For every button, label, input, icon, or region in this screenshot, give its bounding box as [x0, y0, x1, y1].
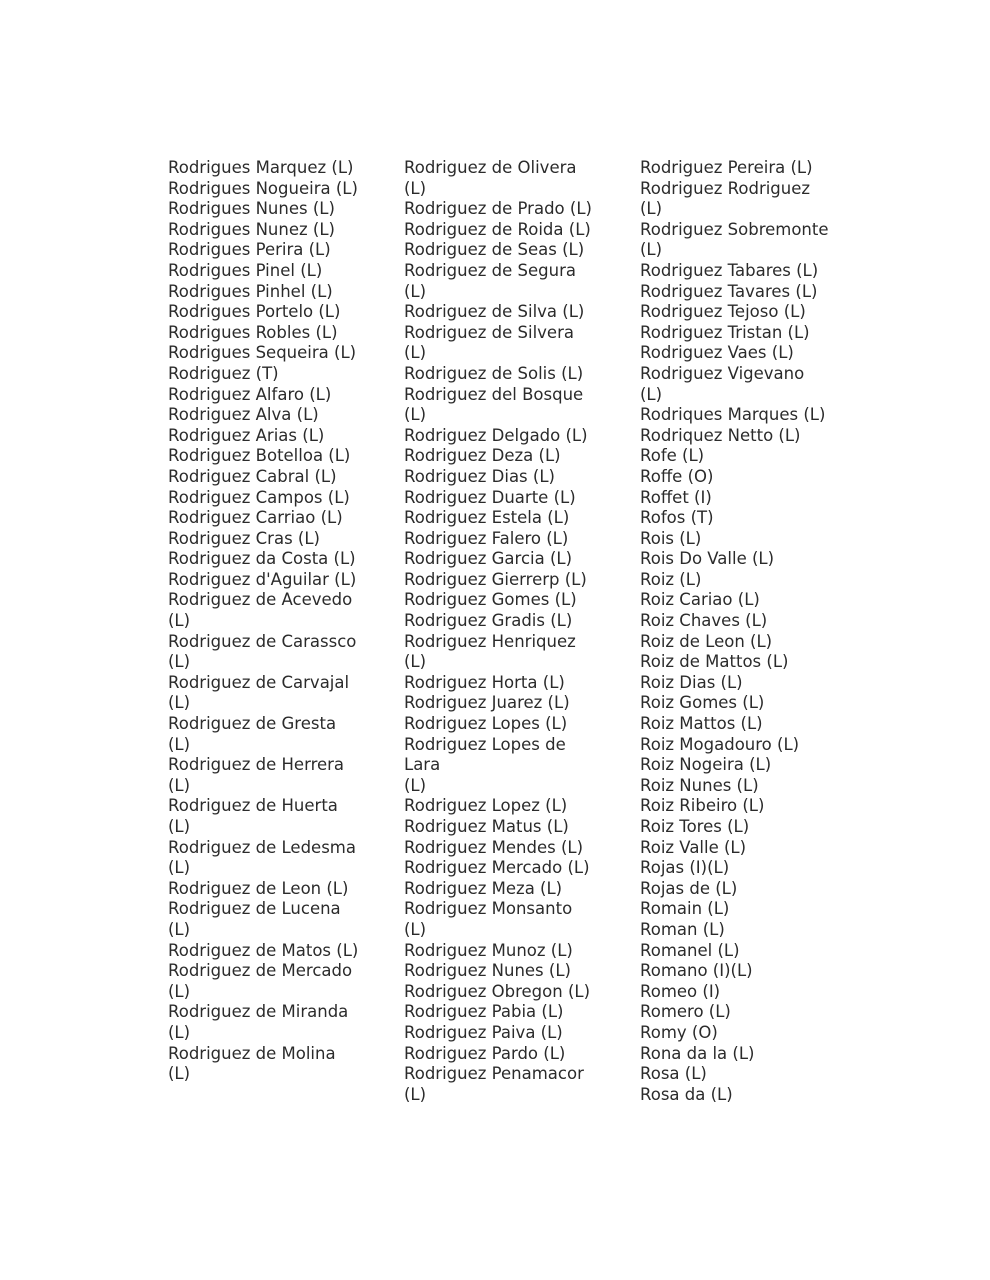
- surname-column-1: [168, 158, 393, 1085]
- surname-entry: Rodriguez de Olivera (L): [404, 158, 577, 198]
- surname-entry: Rodriques Marques (L): [640, 405, 826, 425]
- surname-entry: Rofe (L): [640, 446, 705, 466]
- surname-entry: Rodriguez de Miranda (L): [168, 1002, 349, 1042]
- surname-entry: Rodriguez Pardo (L): [404, 1043, 566, 1063]
- surname-entry: Roiz Chaves (L): [640, 611, 768, 631]
- surname-entry: Roiz Tores (L): [640, 817, 750, 836]
- surname-entry: Rodriguez Botelloa (L): [168, 446, 351, 466]
- surname-column-2: [404, 158, 629, 1105]
- surname-entry: Rodriguez Paiva (L): [404, 1022, 563, 1042]
- surname-entry: Rodriguez de Roida (L): [404, 219, 591, 239]
- surname-entry: Rodriguez Munoz (L): [404, 940, 573, 960]
- surname-entry: Rois (L): [640, 528, 702, 548]
- surname-entry: Romero (L): [640, 1002, 731, 1022]
- surname-entry: Rodriguez Matus (L): [404, 817, 569, 836]
- surname-entry: Roiz (L): [640, 569, 702, 589]
- surname-entry: Rodriguez Gierrerp (L): [404, 569, 587, 589]
- surname-entry: Rodriguez de Silva (L): [404, 302, 585, 322]
- surname-entry: Rodriguez Rodriguez (L): [640, 178, 811, 219]
- surname-entry: Rojas de (L): [640, 878, 738, 898]
- surname-entry: Romain (L): [640, 899, 730, 919]
- surname-entry: Rodriguez Tabares (L): [640, 260, 819, 280]
- surname-entry: Rodriquez Netto (L): [640, 425, 801, 445]
- surname-entry: Rofos (T): [640, 508, 714, 528]
- surname-column-3: [640, 158, 865, 1105]
- surname-entry: Rodrigues Sequeira (L): [168, 343, 357, 363]
- surname-entry: Roiz Nogeira (L): [640, 755, 772, 775]
- surname-entry: Rojas (I)(L): [640, 858, 730, 878]
- surname-entry: Rodriguez de Carvajal (L): [168, 672, 350, 713]
- surname-entry: Rodriguez Meza (L): [404, 878, 563, 898]
- surname-entry: Rodriguez de Silvera (L): [404, 322, 574, 363]
- surname-entry: Rodriguez Falero (L): [404, 528, 569, 548]
- surname-entry: Rodriguez de Gresta (L): [168, 714, 337, 754]
- surname-entry: Rodriguez Henriquez (L): [404, 631, 576, 672]
- surname-entry: Rona da la (L): [640, 1043, 755, 1063]
- surname-entry: Rodriguez Vaes (L): [640, 343, 794, 363]
- surname-entry: Rodriguez Cabral (L): [168, 466, 337, 486]
- surname-entry: Rodriguez Alva (L): [168, 405, 319, 425]
- surname-entry: Rodrigues Nogueira (L): [168, 178, 358, 198]
- surname-entry: Rodriguez Duarte (L): [404, 487, 576, 507]
- surname-entry: Rodriguez de Mercado (L): [168, 961, 353, 1001]
- surname-entry: Rois Do Valle (L): [640, 549, 775, 569]
- surname-entry: Rodriguez Cras (L): [168, 528, 320, 548]
- surname-entry: Rodriguez Mendes (L): [404, 837, 584, 857]
- surname-entry: Rodriguez de Ledesma (L): [168, 837, 356, 878]
- surname-entry: Rodriguez (T): [168, 363, 279, 383]
- surname-entry: Rodrigues Robles (L): [168, 322, 338, 342]
- surname-entry: Roiz Gomes (L): [640, 693, 765, 713]
- surname-entry: Rodriguez de Matos (L): [168, 940, 359, 960]
- surname-entry: Rodriguez Gradis (L): [404, 611, 573, 631]
- surname-entry: Rodriguez Tejoso (L): [640, 302, 806, 322]
- surname-entry: Rodriguez Pabia (L): [404, 1002, 564, 1022]
- surname-entry: Rodriguez Alfaro (L): [168, 384, 332, 404]
- surname-entry: Roman (L): [640, 919, 725, 939]
- surname-entry: Rodriguez Vigevano (L): [640, 363, 805, 404]
- surname-entry: Rodriguez Juarez (L): [404, 693, 570, 713]
- surname-entry: Rodriguez Estela (L): [404, 508, 570, 528]
- surname-entry: Rodriguez Garcia (L): [404, 549, 573, 569]
- surname-entry: Rosa da (L): [640, 1084, 733, 1104]
- surname-entry: Rosa (L): [640, 1064, 707, 1084]
- surname-entry: Rodriguez Monsanto (L): [404, 899, 573, 939]
- surname-entry: Rodriguez de Herrera (L): [168, 755, 345, 795]
- surname-entry: Rodrigues Perira (L): [168, 240, 331, 260]
- surname-entry: Rodriguez Delgado (L): [404, 425, 588, 445]
- surname-entry: Rodriguez de Huerta (L): [168, 796, 338, 836]
- surname-entry: Rodriguez de Carassco (L): [168, 631, 357, 672]
- surname-entry: Roffe (O): [640, 466, 714, 486]
- surname-entry: Rodriguez Campos (L): [168, 487, 350, 507]
- surname-entry: Romanel (L): [640, 940, 740, 960]
- surname-entry: Roiz Dias (L): [640, 672, 743, 692]
- surname-entry: Rodriguez Deza (L): [404, 446, 561, 466]
- surname-entry: Rodrigues Pinel (L): [168, 260, 323, 280]
- surname-entry: Romeo (I): [640, 981, 721, 1001]
- surname-entry: Rodriguez de Molina (L): [168, 1043, 336, 1084]
- surname-entry: Rodrigues Marquez (L): [168, 158, 354, 177]
- surname-entry: Rodriguez Pereira (L): [640, 158, 813, 177]
- surname-entry: Roiz Nunes (L): [640, 775, 759, 795]
- surname-entry: Roiz Valle (L): [640, 837, 747, 857]
- surname-entry: Rodrigues Portelo (L): [168, 302, 341, 322]
- surname-entry: Roiz de Mattos (L): [640, 652, 789, 672]
- surname-entry: Rodriguez de Segura (L): [404, 260, 576, 301]
- surname-entry: Rodriguez de Seas (L): [404, 240, 585, 260]
- surname-entry: Rodriguez de Solis (L): [404, 363, 584, 383]
- surname-entry: Roffet (I): [640, 487, 712, 507]
- surname-entry: Rodriguez de Leon (L): [168, 878, 349, 898]
- surname-entry: Rodrigues Pinhel (L): [168, 281, 333, 301]
- surname-entry: Roiz de Leon (L): [640, 631, 773, 651]
- surname-entry: Rodriguez Dias (L): [404, 466, 555, 486]
- surname-entry: Rodriguez Carriao (L): [168, 508, 343, 528]
- surname-entry: Rodriguez Tavares (L): [640, 281, 818, 301]
- surname-entry: Rodriguez da Costa (L): [168, 549, 356, 569]
- surname-entry: Rodrigues Nunez (L): [168, 219, 335, 239]
- surname-entry: Rodriguez Horta (L): [404, 672, 565, 692]
- surname-entry: Rodrigues Nunes (L): [168, 199, 335, 219]
- surname-entry: Roiz Cariao (L): [640, 590, 760, 610]
- surname-entry: Rodriguez de Acevedo (L): [168, 590, 353, 631]
- surname-entry: Rodriguez Gomes (L): [404, 590, 577, 610]
- surname-entry: Rodriguez d'Aguilar (L): [168, 569, 357, 589]
- surname-entry: Rodriguez Penamacor (L): [404, 1064, 584, 1104]
- surname-entry: Roiz Mattos (L): [640, 714, 763, 734]
- surname-entry: Rodriguez Lopez (L): [404, 796, 568, 816]
- surname-entry: Rodriguez Sobremonte (L): [640, 219, 829, 260]
- surname-entry: Rodriguez Obregon (L): [404, 981, 591, 1001]
- surname-entry: Roiz Ribeiro (L): [640, 796, 765, 816]
- surname-entry: Rodriguez de Lucena (L): [168, 899, 341, 939]
- surname-entry: Rodriguez Tristan (L): [640, 322, 810, 342]
- surname-entry: Rodriguez Lopes de Lara (L): [404, 734, 566, 795]
- surname-entry: Rodriguez Lopes (L): [404, 714, 568, 734]
- surname-entry: Romy (O): [640, 1022, 718, 1042]
- surname-entry: Rodriguez de Prado (L): [404, 199, 592, 219]
- surname-entry: Roiz Mogadouro (L): [640, 734, 800, 754]
- surname-entry: Romano (I)(L): [640, 961, 753, 981]
- surname-entry: Rodriguez Arias (L): [168, 425, 325, 445]
- surname-entry: Rodriguez del Bosque (L): [404, 384, 584, 425]
- surname-entry: Rodriguez Nunes (L): [404, 961, 571, 981]
- surname-entry: Rodriguez Mercado (L): [404, 858, 590, 878]
